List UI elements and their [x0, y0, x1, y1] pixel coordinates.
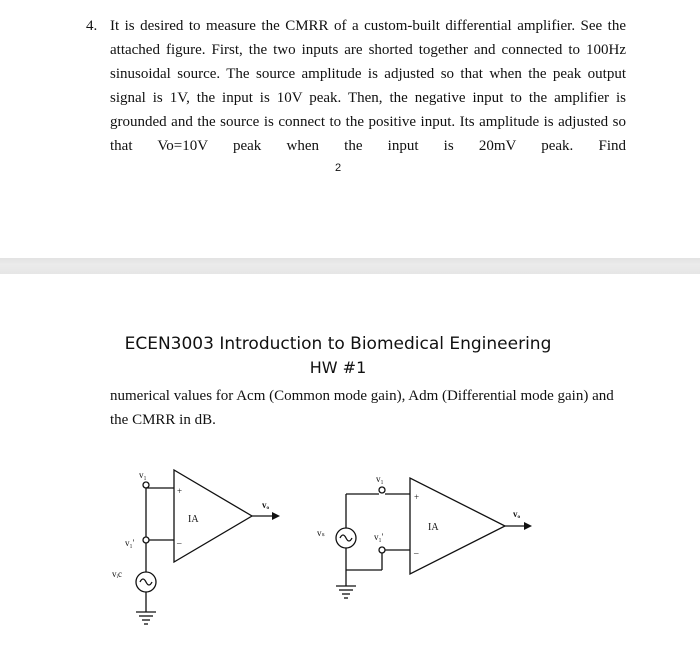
circuit-figure [0, 274, 700, 654]
problem-text: It is desired to measure the CMRR of a custom-built differential amplifier. See the attached figure. First, the two inputs are shorted together and connected to 100Hz sinusoidal source. The source amplitude is adjusted so that when the peak output signal is 1V, the input is 10V peak. Then, the negative input to the amplifier is grounded and the source is connect to the positive input. Its amplitude is adjusted so that Vo=10V peak when the input is 20mV peak. Find [110, 18, 626, 154]
page-number: 2 [334, 162, 342, 174]
label-right-v1: v₁ [376, 474, 384, 484]
amplifier-triangle-right [410, 478, 505, 574]
page-header-title: ECEN3003 Introduction to Biomedical Engineering [124, 334, 552, 354]
label-right-plus: + [414, 492, 420, 502]
label-right-ia: IA [428, 522, 439, 533]
continuation-text: numerical values for Acm (Common mode gain), Adm (Differential mode gain) and the CMRR in dB. [110, 388, 614, 428]
page-1 [0, 0, 700, 258]
page-separator [0, 258, 700, 274]
label-left-minus: – [177, 538, 182, 548]
problem-4 [86, 14, 626, 158]
problem-number: 4. [86, 18, 98, 34]
label-left-plus: + [177, 486, 183, 496]
amplifier-triangle-left [174, 470, 252, 562]
label-left-source: vᵢc [112, 569, 122, 579]
label-right-v1prime: v₁' [374, 532, 384, 542]
label-right-vo: vₒ [513, 509, 521, 519]
label-right-minus: – [414, 548, 419, 558]
label-right-source: vₛ [317, 528, 325, 538]
label-left-v1: v₁ [139, 470, 147, 480]
page-header-subtitle: HW #1 [309, 358, 367, 377]
label-left-vo: vₒ [262, 500, 270, 510]
label-left-ia: IA [188, 514, 199, 525]
label-left-v1prime: v₁' [125, 538, 135, 548]
page-2 [0, 274, 700, 654]
